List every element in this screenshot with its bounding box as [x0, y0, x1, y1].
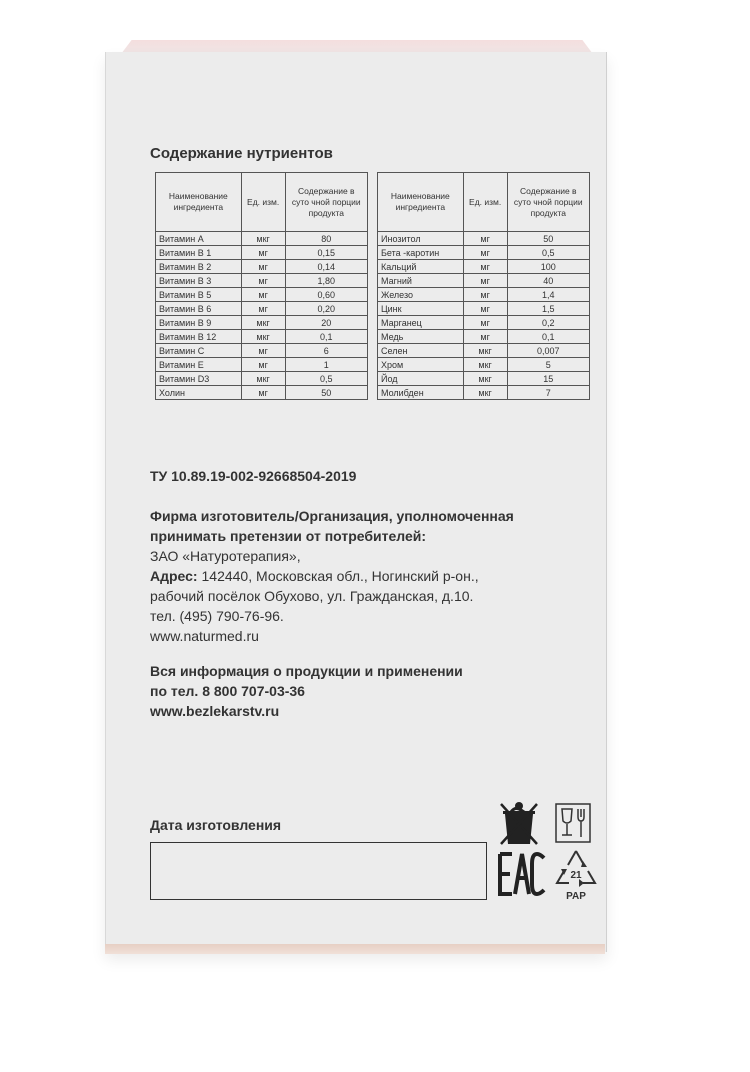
nutrient-unit: мг	[463, 316, 507, 330]
nutrient-row	[156, 316, 368, 330]
nutrient-name: Витамин В 1	[156, 246, 242, 260]
trash-bin-icon	[497, 800, 541, 846]
nutrient-value: 7	[507, 386, 589, 400]
nutrient-row	[378, 246, 590, 260]
header-ingredient: Наименование ингредиента	[156, 173, 242, 232]
nutrient-row	[156, 246, 368, 260]
nutrient-row	[156, 386, 368, 400]
nutrient-unit: мкг	[241, 232, 285, 246]
nutrient-row	[378, 316, 590, 330]
nutrient-row	[378, 288, 590, 302]
nutrients-title: Содержание нутриентов	[150, 145, 333, 162]
nutrient-unit: мкг	[463, 372, 507, 386]
nutrient-unit: мг	[241, 344, 285, 358]
nutrient-value: 100	[507, 260, 589, 274]
date-label: Дата изготовления	[150, 817, 282, 833]
nutrient-row	[378, 372, 590, 386]
nutrient-unit: мг	[463, 288, 507, 302]
nutrient-value: 0,15	[285, 246, 367, 260]
nutrient-unit: мкг	[463, 344, 507, 358]
nutrient-name: Цинк	[378, 302, 464, 316]
header-unit: Ед. изм.	[463, 173, 507, 232]
nutrient-unit: мг	[241, 274, 285, 288]
nutrient-name: Холин	[156, 386, 242, 400]
nutrient-unit: мг	[241, 386, 285, 400]
nutrient-value: 20	[285, 316, 367, 330]
info-line-2: по тел. 8 800 707-03-36	[150, 683, 305, 699]
recycle-code: PAP	[566, 891, 586, 902]
address-label: Адрес:	[150, 568, 198, 584]
nutrient-row	[156, 260, 368, 274]
nutrient-name: Витамин Е	[156, 358, 242, 372]
nutrient-name: Железо	[378, 288, 464, 302]
nutrient-name: Витамин В 5	[156, 288, 242, 302]
nutrient-row	[378, 330, 590, 344]
nutrient-value: 0,60	[285, 288, 367, 302]
nutrient-row	[156, 358, 368, 372]
nutrient-name: Витамин В 2	[156, 260, 242, 274]
nutrient-unit: мкг	[463, 358, 507, 372]
nutrient-row	[156, 344, 368, 358]
nutrient-value: 0,20	[285, 302, 367, 316]
nutrient-unit: мг	[241, 288, 285, 302]
nutrient-value: 0,14	[285, 260, 367, 274]
nutrient-name: Йод	[378, 372, 464, 386]
nutrient-row	[156, 372, 368, 386]
nutrient-row	[378, 232, 590, 246]
nutrient-value: 0,007	[507, 344, 589, 358]
nutrient-unit: мг	[241, 358, 285, 372]
nutrient-name: Витамин А	[156, 232, 242, 246]
nutrient-row	[378, 274, 590, 288]
header-unit: Ед. изм.	[241, 173, 285, 232]
nutrient-name: Кальций	[378, 260, 464, 274]
nutrient-row	[378, 344, 590, 358]
nutrient-row	[156, 330, 368, 344]
nutrient-value: 1,4	[507, 288, 589, 302]
nutrient-name: Инозитол	[378, 232, 464, 246]
food-contact-icon	[555, 803, 591, 843]
nutrient-value: 6	[285, 344, 367, 358]
recycle-icon	[553, 847, 599, 903]
manufacturer-block	[150, 506, 610, 646]
nutrient-value: 0,5	[507, 246, 589, 260]
nutrient-name: Бета -каротин	[378, 246, 464, 260]
nutrient-value: 1,80	[285, 274, 367, 288]
nutrient-name: Витамин D3	[156, 372, 242, 386]
header-content: Содержание в суто чной порции продукта	[285, 173, 367, 232]
info-website: www.bezlekarstv.ru	[150, 703, 280, 719]
address-line-1	[150, 566, 610, 586]
box-bottom-edge	[105, 944, 605, 954]
nutrient-name: Витамин В 9	[156, 316, 242, 330]
nutrient-unit: мкг	[241, 372, 285, 386]
nutrient-value: 15	[507, 372, 589, 386]
nutrient-unit: мг	[241, 246, 285, 260]
nutrient-value: 1,5	[507, 302, 589, 316]
nutrient-row	[156, 232, 368, 246]
nutrient-row	[156, 288, 368, 302]
nutrient-name: Витамин В 3	[156, 274, 242, 288]
nutrient-value: 0,2	[507, 316, 589, 330]
nutrient-row	[378, 358, 590, 372]
nutrient-value: 0,5	[285, 372, 367, 386]
nutrient-value: 40	[507, 274, 589, 288]
nutrients-table-left	[155, 172, 368, 400]
nutrient-row	[378, 386, 590, 400]
nutrient-value: 0,1	[507, 330, 589, 344]
info-block	[150, 661, 590, 721]
tech-spec-number: ТУ 10.89.19-002-92668504-2019	[150, 468, 357, 484]
nutrient-value: 0,1	[285, 330, 367, 344]
nutrient-name: Селен	[378, 344, 464, 358]
nutrient-unit: мг	[463, 260, 507, 274]
nutrient-row	[156, 274, 368, 288]
nutrient-value: 50	[285, 386, 367, 400]
nutrients-table-right	[377, 172, 590, 400]
eac-mark-icon	[498, 850, 546, 898]
nutrient-unit: мкг	[241, 330, 285, 344]
nutrient-unit: мг	[463, 330, 507, 344]
manufacturer-heading-1: Фирма изготовитель/Организация, уполномоченная	[150, 508, 514, 524]
phone: тел. (495) 790-76-96.	[150, 608, 284, 624]
nutrient-value: 50	[507, 232, 589, 246]
info-line-1: Вся информация о продукции и применении	[150, 663, 463, 679]
nutrient-name: Магний	[378, 274, 464, 288]
nutrient-name: Витамин С	[156, 344, 242, 358]
manufacturer-heading-2: принимать претензии от потребителей:	[150, 528, 427, 544]
nutrient-unit: мг	[241, 260, 285, 274]
nutrient-row	[378, 260, 590, 274]
company-name: ЗАО «Натуротерапия»,	[150, 548, 301, 564]
nutrient-unit: мг	[463, 274, 507, 288]
date-box	[150, 842, 487, 900]
address-line-2: рабочий посёлок Обухово, ул. Гражданская, д.10.	[150, 588, 474, 604]
nutrient-row	[156, 302, 368, 316]
header-content: Содержание в суто чной порции продукта	[507, 173, 589, 232]
recycle-number: 21	[570, 870, 582, 881]
nutrient-value: 80	[285, 232, 367, 246]
nutrient-unit: мг	[241, 302, 285, 316]
nutrient-name: Молибден	[378, 386, 464, 400]
nutrient-value: 1	[285, 358, 367, 372]
nutrient-name: Витамин В 12	[156, 330, 242, 344]
nutrient-name: Медь	[378, 330, 464, 344]
nutrient-row	[378, 302, 590, 316]
address-text: 142440, Московская обл., Ногинский р-он.,	[197, 568, 479, 584]
nutrient-name: Хром	[378, 358, 464, 372]
nutrient-unit: мкг	[241, 316, 285, 330]
nutrient-unit: мг	[463, 302, 507, 316]
manufacturer-website: www.naturmed.ru	[150, 628, 259, 644]
nutrient-value: 5	[507, 358, 589, 372]
nutrient-name: Марганец	[378, 316, 464, 330]
nutrient-unit: мг	[463, 246, 507, 260]
nutrient-unit: мкг	[463, 386, 507, 400]
nutrient-unit: мг	[463, 232, 507, 246]
nutrient-name: Витамин В 6	[156, 302, 242, 316]
header-ingredient: Наименование ингредиента	[378, 173, 464, 232]
